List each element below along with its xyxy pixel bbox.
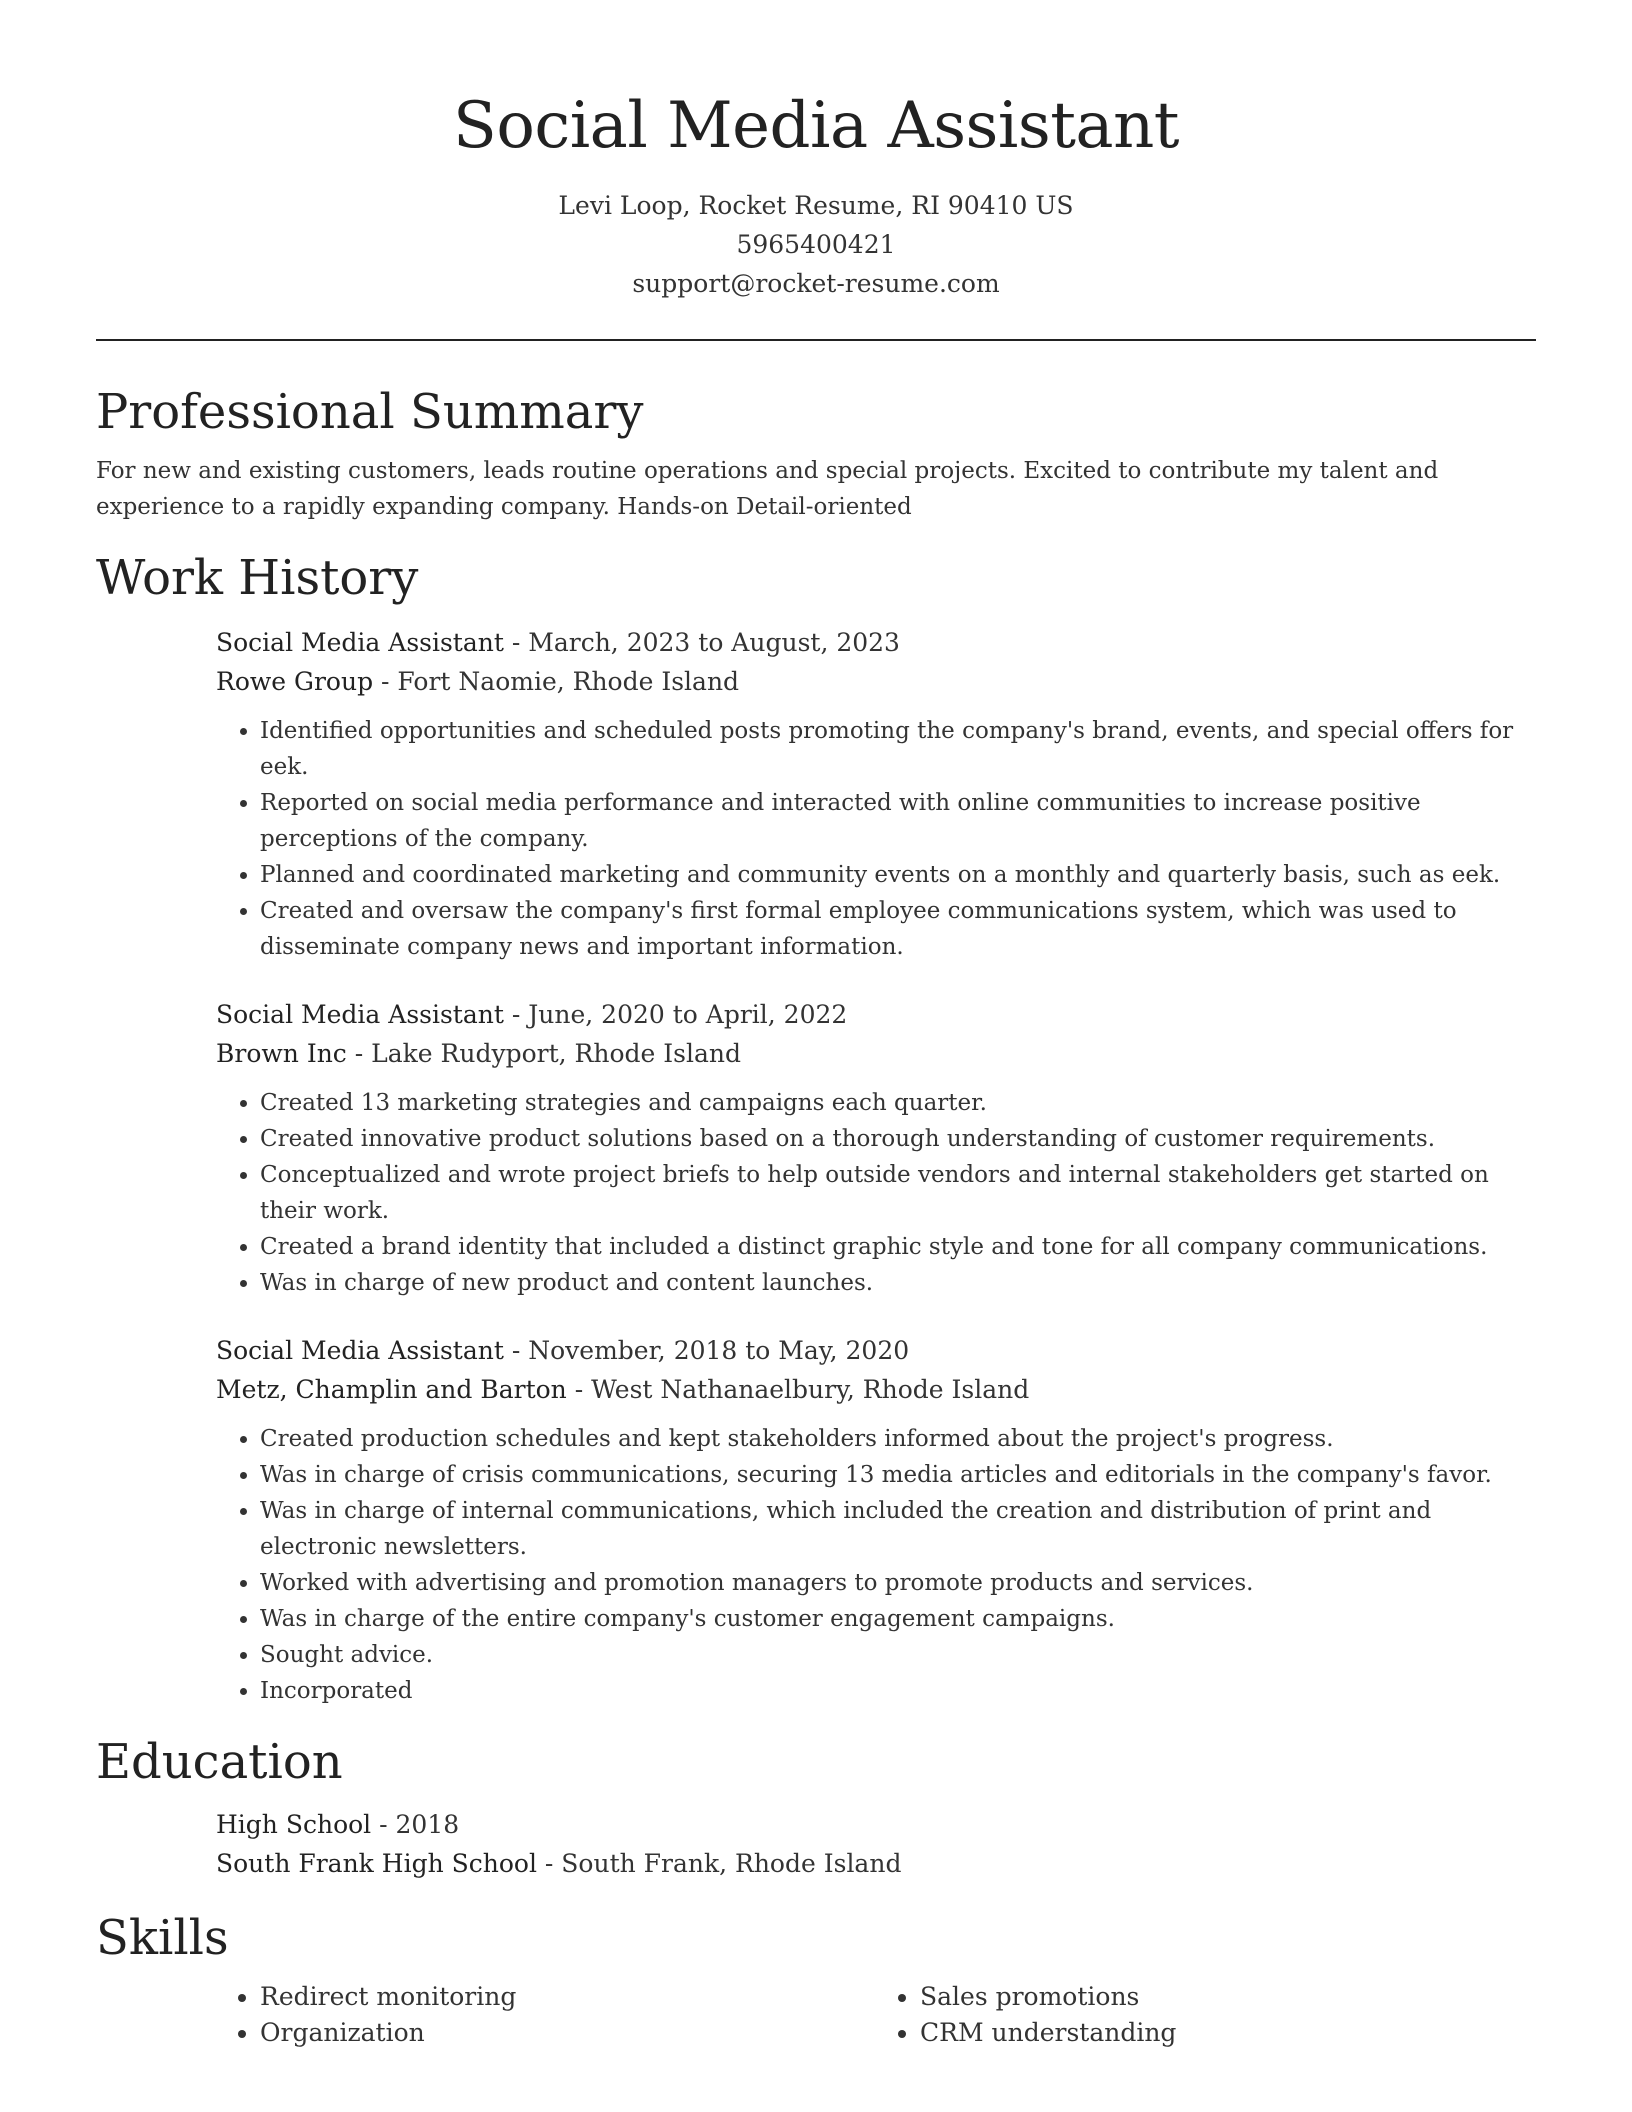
education-location: - South Frank, Rhode Island [536, 1849, 902, 1878]
job-company: Rowe Group [216, 667, 374, 696]
job-bullets [216, 1085, 1536, 1301]
job-company-line [216, 1034, 1536, 1073]
job-entry [216, 995, 1536, 1301]
job-bullet: • Reported on social media performance and interacted with online communities to increase positive perceptions of the company. [260, 785, 1536, 857]
header-divider [96, 339, 1536, 341]
job-company-line [216, 1370, 1536, 1409]
job-bullets [216, 1421, 1536, 1709]
job-location: - West Nathanaelbury, Rhode Island [566, 1375, 1030, 1404]
job-role: Social Media Assistant [216, 628, 504, 657]
resume-header [96, 0, 1536, 303]
summary-text: For new and existing customers, leads routine operations and special projects. Excited to contribute my talent and experience to a rapidly expanding company. Hands-on Detail-oriented [96, 458, 1439, 520]
job-company-line [216, 662, 1536, 701]
job-dates: - June, 2020 to April, 2022 [503, 1000, 848, 1029]
skill-item: • Redirect monitoring [260, 1979, 876, 2015]
job-bullet: • Conceptualized and wrote project briefs to help outside vendors and internal stakeholders get started on their work. [260, 1157, 1536, 1229]
resume-name: Social Media Assistant [452, 89, 1180, 163]
job-dates: - November, 2018 to May, 2020 [503, 1336, 910, 1365]
skills-column-right [876, 1979, 1536, 2051]
education-heading: Education [96, 1734, 343, 1790]
contact-phone: 5965400421 [736, 230, 896, 259]
job-bullet: • Created and oversaw the company's first formal employee communications system, which was used to disseminate company news and important information. [260, 893, 1536, 965]
education-school: South Frank High School [216, 1849, 537, 1878]
job-location: - Fort Naomie, Rhode Island [373, 667, 740, 696]
education-degree: High School [216, 1810, 372, 1839]
job-bullets [216, 713, 1536, 965]
job-bullet: • Identified opportunities and scheduled posts promoting the company's brand, events, and special offers for eek. [260, 713, 1536, 785]
job-company: Metz, Champlin and Barton [216, 1375, 567, 1404]
job-location: - Lake Rudyport, Rhode Island [346, 1039, 741, 1068]
job-role: Social Media Assistant [216, 1336, 504, 1365]
job-bullet: • Created 13 marketing strategies and campaigns each quarter. [260, 1085, 1536, 1121]
job-bullet: • Was in charge of crisis communications, securing 13 media articles and editorials in the company's favor. [260, 1457, 1536, 1493]
education-year: - 2018 [371, 1810, 460, 1839]
skills-heading: Skills [96, 1910, 229, 1966]
education-entry [216, 1805, 1536, 1883]
skills-list [216, 1979, 1536, 2051]
education-school-line [216, 1844, 1536, 1883]
skill-item: • CRM understanding [920, 2015, 1536, 2051]
resume-page [96, 0, 1536, 2051]
job-title-line [216, 1331, 1536, 1370]
job-bullet: • Created innovative product solutions based on a thorough understanding of customer requirements. [260, 1121, 1536, 1157]
job-dates: - March, 2023 to August, 2023 [503, 628, 900, 657]
education-degree-line [216, 1805, 1536, 1844]
job-bullet: • Created a brand identity that included a distinct graphic style and tone for all company communications. [260, 1229, 1536, 1265]
skill-item: • Sales promotions [920, 1979, 1536, 2015]
job-bullet: • Created production schedules and kept stakeholders informed about the project's progress. [260, 1421, 1536, 1457]
job-bullet: • Planned and coordinated marketing and community events on a monthly and quarterly basis, such as eek. [260, 857, 1536, 893]
job-entry [216, 1331, 1536, 1709]
job-bullet: • Was in charge of the entire company's customer engagement campaigns. [260, 1601, 1536, 1637]
job-title-line [216, 623, 1536, 662]
job-role: Social Media Assistant [216, 1000, 504, 1029]
job-bullet: • Incorporated [260, 1673, 1536, 1709]
contact-email: support@rocket-resume.com [632, 269, 1000, 298]
work-history-heading: Work History [96, 550, 419, 606]
job-bullet: • Was in charge of internal communications, which included the creation and distribution of print and electronic newsletters. [260, 1493, 1536, 1565]
job-bullet: • Worked with advertising and promotion managers to promote products and services. [260, 1565, 1536, 1601]
job-bullet: • Was in charge of new product and content launches. [260, 1265, 1536, 1301]
summary-heading: Professional Summary [96, 384, 644, 440]
skill-item: • Organization [260, 2015, 876, 2051]
job-bullet: • Sought advice. [260, 1637, 1536, 1673]
contact-block [96, 186, 1536, 303]
skills-column-left [216, 1979, 876, 2051]
job-entry [216, 623, 1536, 965]
job-company: Brown Inc [216, 1039, 347, 1068]
job-title-line [216, 995, 1536, 1034]
contact-address: Levi Loop, Rocket Resume, RI 90410 US [558, 191, 1074, 220]
